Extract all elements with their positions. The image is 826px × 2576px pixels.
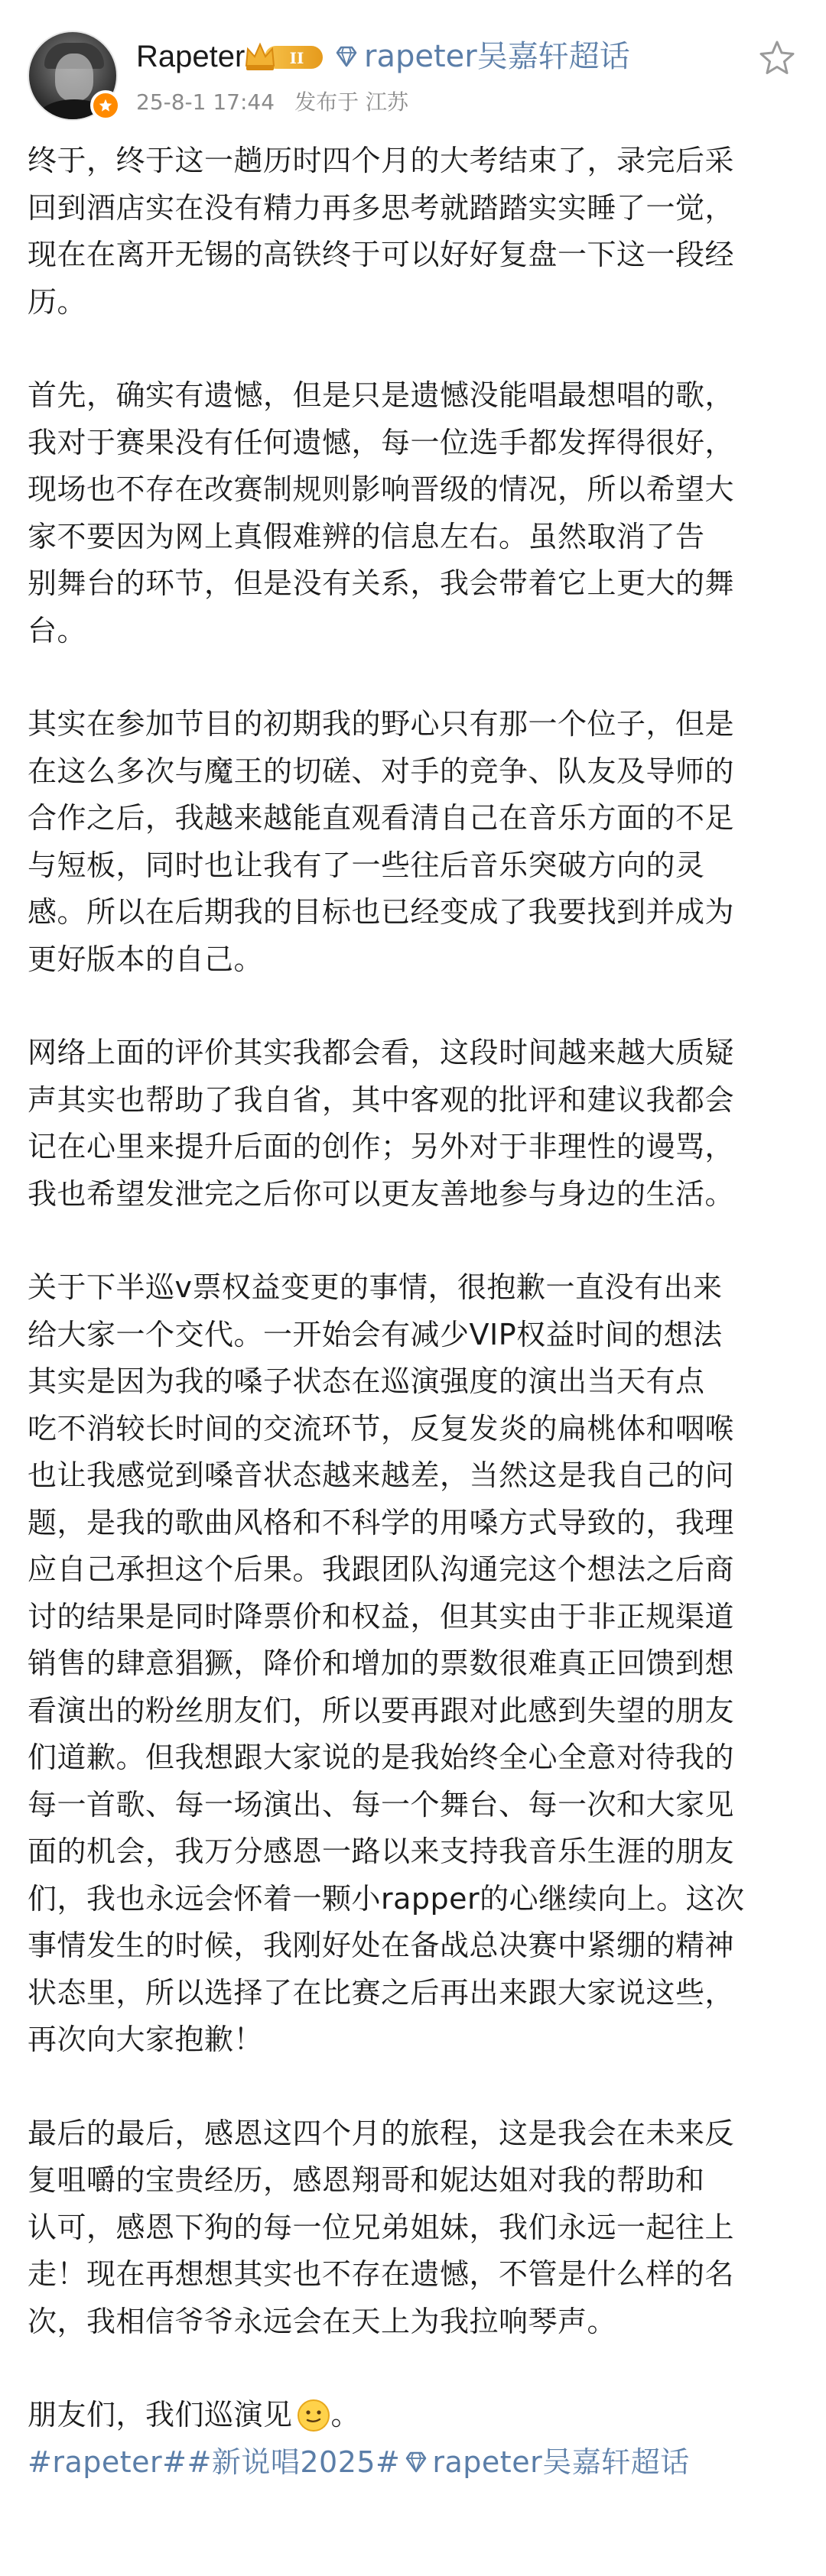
smile-emoji bbox=[296, 2398, 331, 2433]
post-closing-period: 。 bbox=[330, 2398, 361, 2432]
vip-crown-icon[interactable] bbox=[243, 40, 327, 73]
post-paragraph-4: 网络上面的评价其实我都会看，这段时间越来越大质疑 声其实也帮助了我自省，其中客观的批评和建议我都会 记在心里来提升后面的创作；另外对于非理性的谩骂， 我也希望发泄完之后你可以更友善地参与身边的生活。 bbox=[28, 1036, 735, 1211]
hashtag-new-rap-2025[interactable]: #新说唱2025# bbox=[187, 2445, 401, 2479]
post-paragraph-3: 其实在参加节目的初期我的野心只有那一个位子，但是 在这么多次与魔王的切磋、对手的竞争、队友及导师的 合作之后，我越来越能直观看清自己在音乐方面的不足 与短板，同时也让我有了一些往后音乐突破方向的灵 感。所以在后期我的目标也已经变成了我要找到并成为 更好版本的自己。 bbox=[28, 707, 735, 976]
vip-level-label: II bbox=[289, 49, 304, 67]
super-topic-label: rapeter吴嘉轩超话 bbox=[364, 39, 630, 74]
super-topic-link[interactable] bbox=[333, 37, 630, 76]
star-icon[interactable] bbox=[757, 38, 797, 78]
post-content bbox=[28, 138, 800, 2486]
super-topic-tag-link[interactable]: rapeter吴嘉轩超话 bbox=[432, 2445, 690, 2479]
post-location: 发布于 江苏 bbox=[294, 89, 408, 115]
post-paragraph-2: 首先，确实有遗憾，但是只是遗憾没能唱最想唱的歌， 我对于赛果没有任何遗憾，每一位选手都发挥得很好， 现场也不存在改赛制规则影响晋级的情况，所以希望大 家不要因为网上真假难辨的信息左右。虽然取消了告 别舞台的环节，但是没有关系，我会带着它上更大的舞 台。 bbox=[28, 378, 735, 647]
post-closing-text: 朋友们，我们巡演见 bbox=[28, 2398, 293, 2432]
avatar-face-shape bbox=[55, 54, 93, 101]
post-meta bbox=[136, 89, 408, 116]
post-timestamp: 25-8-1 17:44 bbox=[136, 89, 275, 115]
avatar-container[interactable] bbox=[28, 31, 118, 121]
username[interactable]: Rapeter bbox=[136, 40, 246, 73]
super-topic-diamond-icon bbox=[333, 44, 359, 70]
super-topic-diamond-icon bbox=[403, 2449, 429, 2475]
post-paragraph-6: 最后的最后，感恩这四个月的旅程，这是我会在未来反 复咀嚼的宝贵经历，感恩翔哥和妮达姐对我的帮助和 认可，感恩下狗的每一位兄弟姐妹，我们永远一起往上 走！现在再想想其实也不存在遗憾，不管是什么样的名 次，我相信爷爷永远会在天上为我拉响琴声。 bbox=[28, 2116, 735, 2338]
post-paragraph-1: 终于，终于这一趟历时四个月的大考结束了，录完后采 回到酒店实在没有精力再多思考就踏踏实实睡了一觉， 现在在离开无锡的高铁终于可以好好复盘一下这一段经 历。 bbox=[28, 144, 735, 319]
hashtag-rapeter[interactable]: #rapeter# bbox=[28, 2445, 187, 2479]
post-paragraph-5: 关于下半巡v票权益变更的事情，很抱歉一直没有出来 给大家一个交代。一开始会有减少VIP权益时间的想法 其实是因为我的嗓子状态在巡演强度的演出当天有点 吃不消较长时间的交流环节，反复发炎的扁桃体和咽喉 也让我感觉到嗓音状态越来越差，当然这是我自己的问 题，是我的歌曲风格和不科学的用嗓方式导致的，我理 应自己承担这个后果。我跟团队沟通完这个想法之后商 讨的结果是同时降票价和权益，但其实由于非正规渠道 销售的肆意猖獗，降价和增加的票数很难真正回馈到想 看演出的粉丝朋友们，所以要再跟对此感到失望的朋友 们道歉。但我想跟大家说的是我始终全心全意对待我的 每一首歌、每一场演出、每一个舞台、每一次和大家见 面的机会，我万分感恩一路以来支持我音乐生涯的朋友 们，我也永远会怀着一颗小rapper的心继续向上。这次 事情发生的时候，我刚好处在备战总决赛中紧绷的精神 状态里，所以选择了在比赛之后再出来跟大家说这些， 再次向大家抱歉！ bbox=[28, 1270, 745, 2056]
verified-badge-icon bbox=[90, 90, 121, 121]
post-header bbox=[0, 0, 826, 138]
post-closing-line bbox=[28, 2392, 800, 2439]
post-tags bbox=[28, 2439, 800, 2487]
